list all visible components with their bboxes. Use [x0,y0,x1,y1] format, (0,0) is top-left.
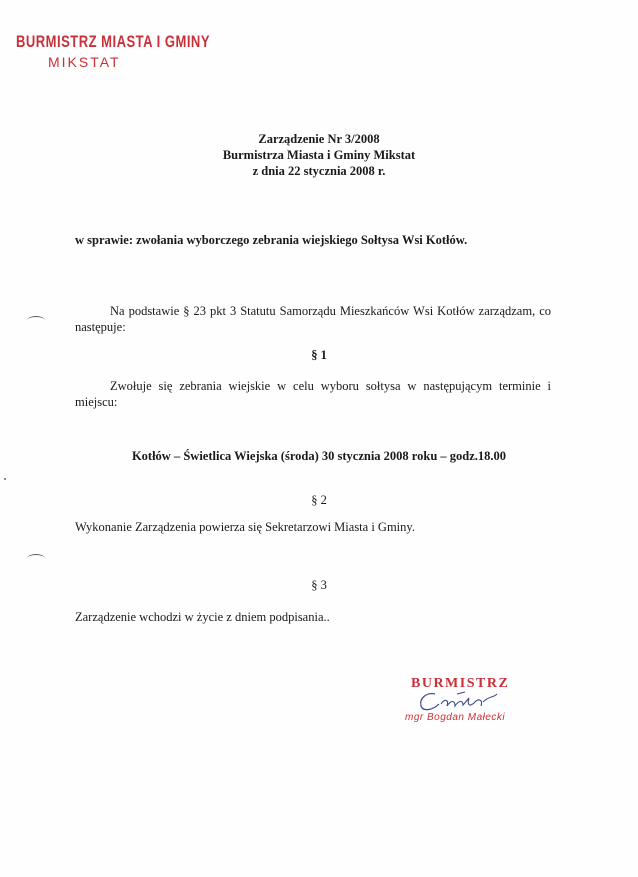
section-1-line1: Zwołuje się zebrania wiejskie w celu wyboru sołtysa w następującym terminie i [110,379,551,393]
issuing-authority: Burmistrza Miasta i Gminy Mikstat [222,148,416,162]
section-2-heading: § 2 [311,493,327,507]
document-subject: w sprawie: zwołania wyborczego zebrania wiejskiego Sołtysa Wsi Kotłów. [75,233,468,247]
binder-hole-mark [27,316,45,325]
legal-basis-line1: Na podstawie § 23 pkt 3 Statutu Samorządu Mieszkańców Wsi Kotłów zarządzam, co [110,304,551,318]
stamp-office-name: BURMISTRZ MIASTA I GMINY [16,32,210,51]
mayor-stamp-title: BURMISTRZ [411,676,510,691]
section-3-heading: § 3 [311,578,327,592]
document-header [0,131,638,179]
mayor-stamp-name: mgr Bogdan Małecki [405,712,506,723]
section-1-heading: § 1 [311,348,327,362]
legal-basis-paragraph [75,303,551,335]
execution-clause: Wykonanie Zarządzenia powierza się Sekretarzowi Miasta i Gminy. [75,520,415,534]
legal-basis-line2: następuje: [75,320,126,334]
meeting-details: Kotłów – Świetlica Wiejska (środa) 30 stycznia 2008 roku – godz.18.00 [131,449,507,463]
office-stamp-top [16,32,210,70]
ordinance-number: Zarządzenie Nr 3/2008 [258,132,380,146]
handwritten-signature [405,688,515,716]
entry-into-force-clause: Zarządzenie wchodzi w życie z dniem podpisania.. [75,610,330,624]
section-1-paragraph [75,378,551,410]
scan-speck [4,478,6,480]
issue-date: z dnia 22 stycznia 2008 r. [252,164,386,178]
stamp-town-name: MIKSTAT [48,54,121,70]
section-1-line2: miejscu: [75,395,118,409]
binder-hole-mark [27,554,45,563]
